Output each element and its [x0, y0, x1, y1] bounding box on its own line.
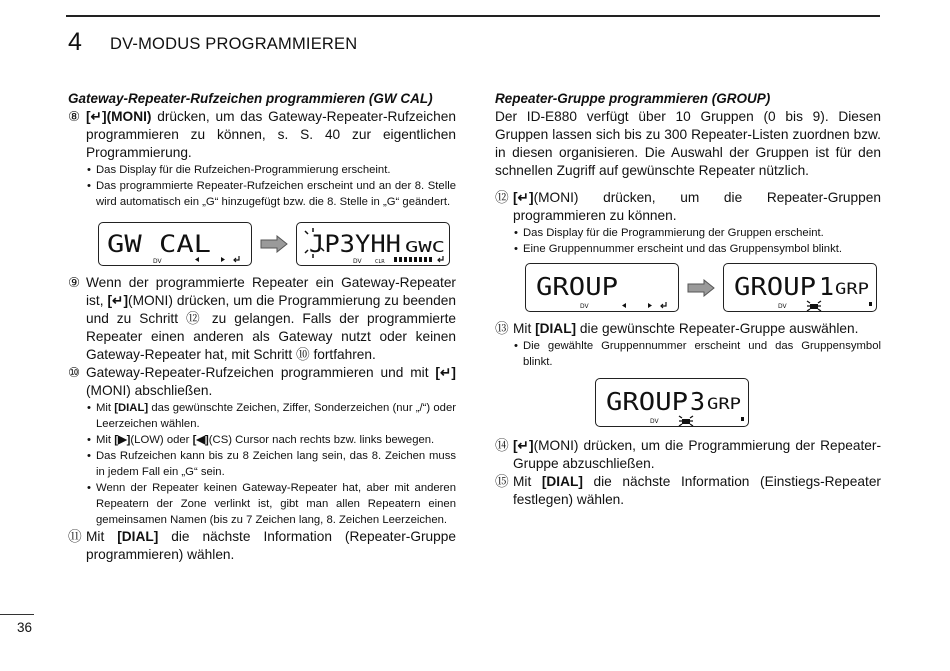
step-8-notes — [68, 162, 456, 210]
dial-key: [DIAL] — [117, 529, 159, 544]
lcd-indicator-icon — [741, 417, 744, 421]
step-number: ⑩ — [68, 365, 81, 380]
step-text: (MONI) drücken, um die Repeater-Gruppen programmieren zu können. — [513, 190, 881, 223]
lcd-clr-label: CLR — [375, 259, 385, 265]
enter-key: [↵] — [513, 190, 534, 205]
lcd-main-text: GW CAL — [107, 230, 211, 258]
enter-key: [↵] — [513, 438, 534, 453]
chapter-title: DV-MODUS PROGRAMMIEREN — [110, 35, 358, 53]
lcd-row-group — [525, 263, 881, 312]
step-14 — [495, 437, 881, 473]
section-title-gw-cal: Gateway-Repeater-Rufzeichen programmieren (GW CAL) — [68, 91, 433, 106]
lcd-row-gw-cal — [98, 222, 456, 266]
lcd-display-group — [525, 263, 679, 312]
step-text: Gateway-Repeater-Rufzeichen programmieren und mit — [86, 365, 436, 380]
note: • Eine Gruppennummer erscheint und das Gruppensymbol blinkt. — [513, 241, 881, 257]
step-text: Wenn der programmierte Repeater ein Gateway-Repeater ist, — [86, 275, 456, 308]
step-text: (MONI) drücken, um die Programmierung zu beenden und zu Schritt ⑫ zu gelangen. Falls der programmierte Repeater einen anderen als Gateway nutzt oder keinen Gateway-Repeater hat, mit Schritt ⑩ fortfahren. — [86, 293, 456, 362]
lcd-cursor-arrows-icon — [622, 303, 652, 308]
step-number: ⑫ — [495, 190, 509, 205]
lcd-main-text: GROUP — [606, 387, 688, 416]
lcd-graphics — [297, 223, 450, 266]
step-number: ⑨ — [68, 275, 81, 290]
lcd-main-text: GROUP — [536, 272, 618, 301]
step-13 — [495, 320, 881, 338]
step-9 — [68, 274, 456, 364]
note: • Das Rufzeichen kann bis zu 8 Zeichen lang sein, das 8. Zeichen muss in jedem Fall ein „G“ sein. — [86, 448, 456, 480]
enter-key: [↵] — [107, 293, 129, 308]
step-11 — [68, 528, 456, 564]
chapter-number: 4 — [68, 28, 82, 56]
group-intro: Der ID-E880 verfügt über 10 Gruppen (0 bis 9). Diesen Gruppen lassen sich bis zu 300 Repeater-Listen zuordnen bzw. in diesen organisieren. Die Auswahl der Gruppen ist für den schnellen Zugriff auf gewünschte Repeater nützlich. — [495, 109, 881, 178]
note: • Das Display für die Programmierung der Gruppen erscheint. — [513, 225, 881, 241]
lcd-group-digit: 1 — [819, 272, 835, 301]
lcd-suffix-text: GRP — [835, 279, 869, 298]
lcd-dv-label: DV — [153, 258, 162, 265]
step-text: (MONI) abschließen. — [86, 383, 213, 398]
step-10-notes — [68, 400, 456, 528]
lcd-display-gw-call — [296, 222, 450, 266]
section-title-group: Repeater-Gruppe programmieren (GROUP) — [495, 91, 771, 106]
group-symbol-icon — [810, 304, 818, 309]
dial-key: [DIAL] — [541, 474, 583, 489]
note: • Das Display für die Rufzeichen-Programmierung erscheint. — [86, 162, 456, 178]
lcd-enter-icon — [438, 256, 443, 262]
left-column — [68, 90, 456, 564]
lcd-main-text: GROUP — [734, 272, 816, 301]
step-12-notes — [495, 225, 881, 257]
lcd-enter-icon — [234, 256, 239, 262]
header-rule — [66, 15, 880, 17]
lcd-dv-label: DV — [650, 418, 659, 425]
step-text: die nächste Information (Einstiegs-Repeater festlegen) wählen. — [513, 474, 881, 507]
moni-key: [↵](MONI) — [86, 109, 152, 124]
step-10 — [68, 364, 456, 400]
lcd-graphics — [596, 379, 749, 427]
enter-key: [↵] — [435, 365, 456, 380]
dial-key: [DIAL] — [535, 321, 577, 336]
arrow-right-icon — [687, 279, 715, 297]
note: • Mit [▶](LOW) oder [◀](CS) Cursor nach rechts bzw. links bewegen. — [86, 432, 456, 448]
step-text: Mit — [86, 529, 118, 544]
lcd-dv-label: DV — [580, 303, 589, 310]
note: • Das programmierte Repeater-Rufzeichen erscheint und an der 8. Stelle wird automatisch ein „G“ hinzugefügt bzw. die 8. Stelle in „G“ geändert. — [86, 178, 456, 210]
lcd-display-group-3 — [595, 378, 749, 427]
lcd-indicator-icon — [869, 302, 872, 306]
lcd-level-bar-icon — [394, 257, 432, 262]
lcd-main-text: JP3YHH — [309, 230, 401, 258]
note: • Mit [DIAL] das gewünschte Zeichen, Ziffer, Sonderzeichen (nur „/“) oder Leerzeichen wählen. — [86, 400, 456, 432]
lcd-dv-label: DV — [778, 303, 787, 310]
lcd-graphics — [526, 264, 679, 312]
note: • Wenn der Repeater keinen Gateway-Repeater hat, aber mit anderen Repeatern der Zone verlinkt ist, gibt man allen Repeatern einen gemeinsamen Namen (bis zu 7 Zeichen lang, 8. Zeichen Leerzeichen. — [86, 480, 456, 528]
lcd-row-group-3 — [595, 378, 881, 427]
step-text: Mit — [513, 474, 542, 489]
lcd-display-group-1 — [723, 263, 877, 312]
lcd-suffix-text: GRP — [707, 394, 741, 413]
step-text: die gewünschte Repeater-Gruppe auswählen. — [576, 321, 859, 336]
step-15 — [495, 473, 881, 509]
step-8 — [68, 108, 456, 162]
lcd-dv-label: DV — [353, 258, 362, 265]
lcd-suffix-text: GWC — [405, 238, 445, 256]
footer-rule — [0, 614, 34, 615]
right-column — [495, 90, 881, 509]
step-text: drücken, um das Gateway-Repeater-Rufzeichen programmieren zu können, s. S. 40 zur eigentlichen Programmierung. — [86, 109, 456, 160]
arrow-right-icon — [260, 235, 288, 253]
step-text: (MONI) drücken, um die Programmierung der Repeater-Gruppe abzuschließen. — [513, 438, 881, 471]
page-number: 36 — [17, 620, 33, 635]
step-number: ⑬ — [495, 321, 509, 336]
step-number: ⑭ — [495, 438, 509, 453]
step-text: die nächste Information (Repeater-Gruppe programmieren) wählen. — [86, 529, 456, 562]
lcd-group-digit: 3 — [690, 387, 706, 416]
group-symbol-icon — [682, 419, 690, 424]
lcd-graphics — [99, 223, 252, 266]
step-number: ⑪ — [68, 529, 82, 544]
lcd-graphics — [724, 264, 877, 312]
step-text: Mit — [513, 321, 536, 336]
step-number: ⑧ — [68, 109, 81, 124]
lcd-enter-icon — [661, 302, 666, 308]
lcd-display-gw-cal — [98, 222, 252, 266]
step-12 — [495, 189, 881, 225]
note: • Die gewählte Gruppennummer erscheint und das Gruppensymbol blinkt. — [513, 338, 881, 370]
step-13-notes — [495, 338, 881, 370]
step-number: ⑮ — [495, 474, 509, 489]
